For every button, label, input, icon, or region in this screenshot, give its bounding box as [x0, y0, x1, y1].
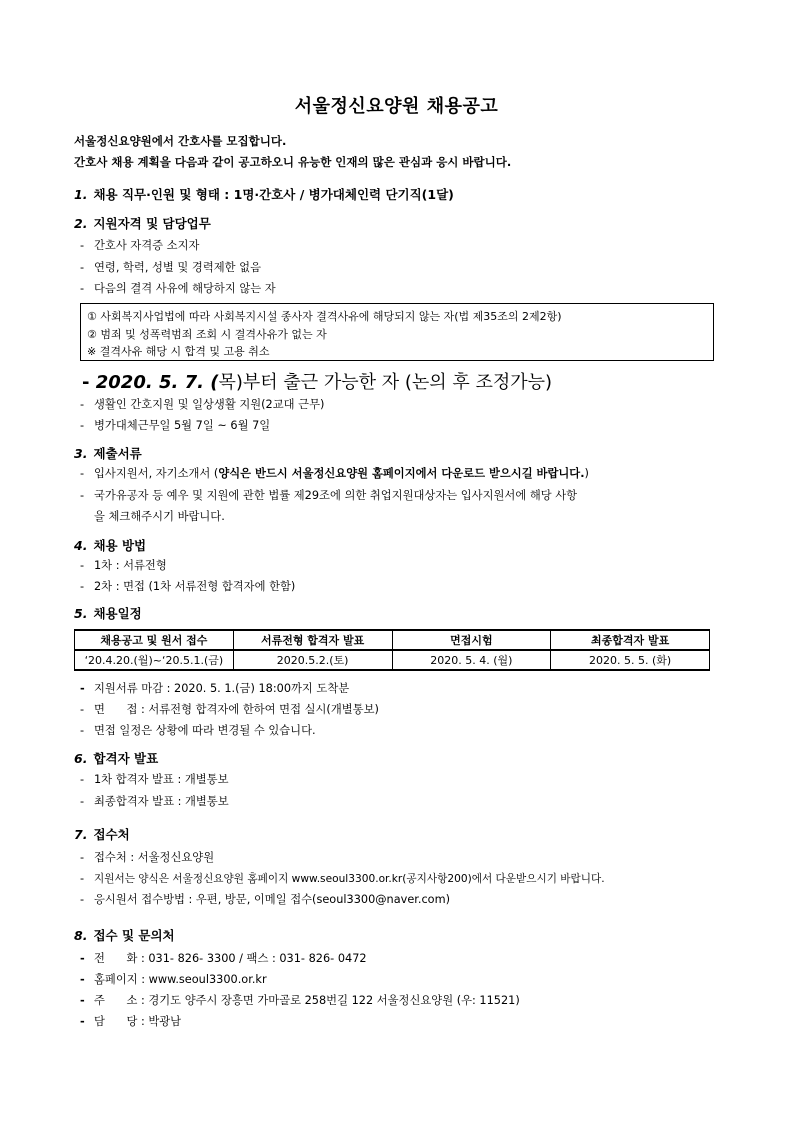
start-date-text: 부터 출근 가능한 자 (논의 후 조정가능): [242, 372, 553, 393]
section-number: 1.: [74, 187, 88, 202]
start-day: 목): [218, 372, 243, 393]
list-item: - 다음의 결격 사유에 해당하지 않는 자: [80, 282, 276, 295]
start-date-line: - 2020. 5. 7. (목)부터 출근 가능한 자 (논의 후 조정가능): [82, 372, 553, 393]
section-5-heading: [74, 604, 142, 622]
section-4-heading: [74, 536, 146, 554]
table-cell: 2020. 5. 4. (월): [392, 650, 551, 670]
list-item: - 간호사 자격증 소지자: [80, 239, 200, 252]
box-line: ② 범죄 및 성폭력범죄 조회 시 결격사유가 없는 자: [87, 327, 327, 341]
section-1-heading: [74, 185, 454, 203]
section-number: 5.: [74, 606, 88, 621]
page-title: 서울정신요양원 채용공고: [294, 96, 499, 117]
list-item: - 주 소 : 경기도 양주시 장흥면 가마골로 258번길 122 서울정신요양원 (우: 11521): [80, 994, 520, 1007]
table-header-cell: 최종합격자 발표: [551, 630, 710, 650]
list-item: - 2차 : 면접 (1차 서류전형 합격자에 한함): [80, 580, 296, 593]
list-item: - 국가유공자 등 예우 및 지원에 관한 법률 제29조에 의한 취업지원대상자는 입사지원서에 해당 사항: [80, 489, 578, 502]
list-item: - 입사지원서, 자기소개서 (양식은 반드시 서울정신요양원 홈페이지에서 다운로드 받으시길 바랍니다.): [80, 467, 589, 480]
section-7-heading: [74, 825, 130, 843]
intro-line: 서울정신요양원에서 간호사를 모집합니다.: [74, 134, 287, 148]
list-item: - 1차 합격자 발표 : 개별통보: [80, 773, 229, 786]
table-header-cell: 서류전형 합격자 발표: [233, 630, 392, 650]
box-line: ① 사회복지사업법에 따라 사회복지시설 종사자 결격사유에 해당되지 않는 자(법 제35조의 2제2항): [87, 310, 562, 323]
section-number: 3.: [74, 446, 88, 461]
table-header-cell: 면접시험: [392, 630, 551, 650]
section-text: 지원자격 및 담당업무: [93, 216, 211, 231]
schedule-table: [74, 629, 710, 671]
list-item: - 담 당 : 박광남: [80, 1015, 182, 1028]
start-date: 2020. 5. 7. (: [95, 372, 219, 393]
list-item-continuation: 을 체크해주시기 바랍니다.: [94, 510, 225, 523]
section-number: 8.: [74, 928, 88, 943]
list-item: - 생활인 간호지원 및 일상생활 지원(2교대 근무): [80, 398, 325, 411]
section-text: 채용일정: [93, 606, 142, 621]
section-number: 7.: [74, 827, 88, 842]
section-text: 접수 및 문의처: [93, 928, 175, 943]
list-item: - 최종합격자 발표 : 개별통보: [80, 795, 229, 808]
table-cell: ‘20.4.20.(월)~‘20.5.1.(금): [75, 650, 234, 670]
table-row: [75, 650, 710, 670]
section-2-heading: [74, 214, 211, 232]
section-text: 채용 방법: [93, 538, 147, 553]
section-text: 채용 직무·인원 및 형태 : 1명·간호사 / 병가대체인력 단기직(1달): [93, 187, 454, 202]
list-item: - 병가대체근무일 5월 7일 ~ 6월 7일: [80, 419, 271, 432]
list-item: - 면접 일정은 상황에 따라 변경될 수 있습니다.: [80, 724, 316, 737]
list-item: - 접수처 : 서울정신요양원: [80, 851, 215, 864]
section-number: 4.: [74, 538, 88, 553]
list-item: - 1차 : 서류전형: [80, 559, 167, 572]
intro-line: 간호사 채용 계획을 다음과 같이 공고하오니 유능한 인재의 많은 관심과 응시 바랍니다.: [74, 155, 512, 169]
list-item: - 연령, 학력, 성별 및 경력제한 없음: [80, 261, 262, 274]
list-item: - 전 화 : 031- 826- 3300 / 팩스 : 031- 826- 0472: [80, 952, 367, 965]
intro: [74, 131, 511, 173]
table-header-cell: 채용공고 및 원서 접수: [75, 630, 234, 650]
section-text: 접수처: [93, 827, 130, 842]
disqualification-box: [80, 303, 714, 361]
box-line: ※ 결격사유 해당 시 합격 및 고용 취소: [87, 345, 270, 358]
list-item: - 지원서류 마감 : 2020. 5. 1.(금) 18:00까지 도착분: [80, 682, 350, 695]
table-header-row: [75, 630, 710, 650]
section-number: 6.: [74, 751, 88, 766]
section-number: 2.: [74, 216, 88, 231]
table-cell: 2020.5.2.(토): [233, 650, 392, 670]
list-item: - 응시원서 접수방법 : 우편, 방문, 이메일 접수(seoul3300@naver.com): [80, 893, 451, 906]
list-item: - 면 접 : 서류전형 합격자에 한하여 면접 실시(개별통보): [80, 703, 379, 716]
table-cell: 2020. 5. 5. (화): [551, 650, 710, 670]
section-8-heading: [74, 926, 175, 944]
section-6-heading: [74, 749, 158, 767]
section-text: 제출서류: [93, 446, 142, 461]
section-text: 합격자 발표: [93, 751, 159, 766]
list-item: - 지원서는 양식은 서울정신요양원 홈페이지 www.seoul3300.or.kr(공지사항200)에서 다운받으시기 바랍니다.: [80, 872, 605, 885]
section-3-heading: [74, 444, 142, 462]
list-item: - 홈페이지 : www.seoul3300.or.kr: [80, 973, 267, 986]
